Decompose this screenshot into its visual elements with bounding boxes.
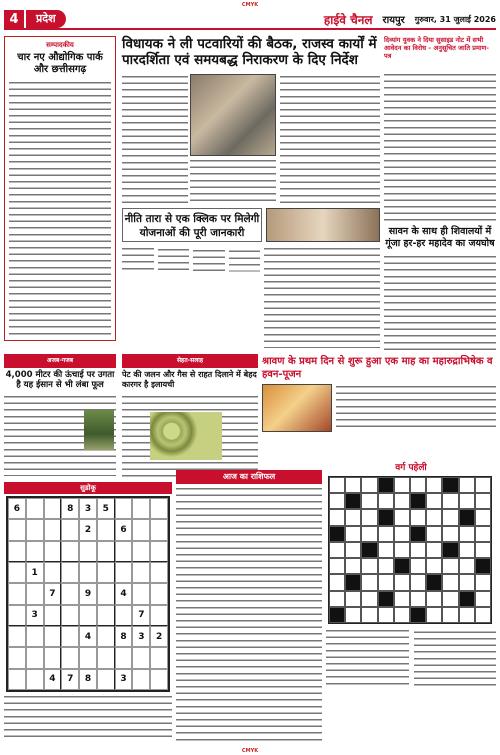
- sudoku-cell: [79, 541, 97, 562]
- sudoku-cell: [26, 583, 44, 604]
- crossword-cell: [410, 493, 426, 509]
- sudoku-cell: 7: [44, 583, 62, 604]
- crossword-cell: [345, 591, 361, 607]
- sudoku-cell: [97, 583, 115, 604]
- sudoku-cell: [115, 541, 133, 562]
- crossword-cell: [329, 509, 345, 525]
- crossword-cell: [329, 542, 345, 558]
- crossword-cell: [426, 574, 442, 590]
- edition-city: रायपुर: [382, 15, 405, 26]
- crossword-cell: [394, 574, 410, 590]
- sudoku-cell: [61, 519, 79, 540]
- health-headline: पेट की जलन और गैस से राहत दिलाने में बेहद कारगर है इलायची: [122, 370, 257, 389]
- crossword-cell: [475, 542, 491, 558]
- crossword-cell: [361, 477, 377, 493]
- crossword-cell: [329, 477, 345, 493]
- crossword-cell: [442, 526, 458, 542]
- sudoku-cell: 3: [79, 498, 97, 519]
- crossword-cell: [475, 607, 491, 623]
- sudoku-cell: [79, 562, 97, 583]
- crossword-cell: [442, 477, 458, 493]
- sudoku-cell: [150, 498, 168, 519]
- sudoku-cell: 5: [97, 498, 115, 519]
- sudoku-cell: 7: [132, 605, 150, 626]
- story2-headline: नीति तारा से एक क्लिक पर मिलेगी योजनाओं की पूरी जानकारी: [122, 208, 262, 242]
- crossword-cell: [329, 558, 345, 574]
- crossword-cell: [394, 509, 410, 525]
- crossword-cell: [329, 574, 345, 590]
- crossword-cell: [345, 526, 361, 542]
- crossword-cell: [394, 493, 410, 509]
- sudoku-cell: [8, 669, 26, 690]
- sudoku-cell: [132, 498, 150, 519]
- ajab-headline: 4,000 मीटर की ऊंचाई पर उगता है यह ईसान से भी लंबा फूल: [5, 370, 115, 390]
- crossword-cell: [345, 509, 361, 525]
- crossword-cell: [410, 558, 426, 574]
- crossword-cell: [426, 542, 442, 558]
- sudoku-cell: [61, 626, 79, 647]
- sudoku-cell: [79, 647, 97, 668]
- crossword-cell: [442, 607, 458, 623]
- sudoku-cell: [26, 541, 44, 562]
- sudoku-cell: 9: [79, 583, 97, 604]
- sudoku-cell: [44, 519, 62, 540]
- sudoku-cell: [150, 605, 168, 626]
- crossword-cell: [345, 607, 361, 623]
- page-number: 4: [4, 10, 24, 28]
- sudoku-cell: 2: [150, 626, 168, 647]
- sudoku-cell: [97, 669, 115, 690]
- sudoku-cell: [44, 605, 62, 626]
- crossword-cell: [475, 558, 491, 574]
- sudoku-cell: [44, 647, 62, 668]
- editorial-box: [4, 36, 116, 341]
- sudoku-cell: [44, 562, 62, 583]
- lead-body-col3: [280, 74, 380, 204]
- sudoku-cell: [115, 647, 133, 668]
- sudoku-cell: [79, 605, 97, 626]
- crossword-cell: [361, 607, 377, 623]
- crossword-cell: [475, 526, 491, 542]
- crossword-cell: [378, 574, 394, 590]
- crossword-cell: [475, 493, 491, 509]
- sudoku-cell: [150, 519, 168, 540]
- crossword-cell: [426, 526, 442, 542]
- crossword-cell: [459, 477, 475, 493]
- sudoku-instructions: [4, 694, 172, 742]
- sudoku-cell: [61, 605, 79, 626]
- sudoku-cell: [97, 541, 115, 562]
- crossword-cell: [361, 493, 377, 509]
- crossword-cell: [378, 591, 394, 607]
- crossword-cell: [459, 542, 475, 558]
- sudoku-cell: 3: [115, 669, 133, 690]
- crossword-cell: [361, 526, 377, 542]
- crossword-cell: [378, 509, 394, 525]
- sudoku-cell: [26, 626, 44, 647]
- sudoku-cell: [26, 519, 44, 540]
- crossword-cell: [378, 493, 394, 509]
- crossword-cell: [361, 558, 377, 574]
- sudoku-cell: 4: [79, 626, 97, 647]
- crossword-cell: [426, 591, 442, 607]
- crossword-cell: [426, 493, 442, 509]
- story2-body-right: [264, 246, 380, 348]
- crossword-cell: [459, 526, 475, 542]
- crossword-cell: [475, 574, 491, 590]
- sudoku-cell: [150, 647, 168, 668]
- flower-photo: [84, 410, 114, 450]
- crossword-grid: [328, 476, 492, 624]
- crossword-cell: [410, 509, 426, 525]
- sudoku-cell: [26, 498, 44, 519]
- crossword-cell: [459, 509, 475, 525]
- sudoku-cell: 6: [8, 498, 26, 519]
- sudoku-cell: 8: [61, 498, 79, 519]
- crossword-cell: [345, 558, 361, 574]
- shravan-body: [336, 384, 496, 432]
- sudoku-cell: [115, 498, 133, 519]
- crossword-cell: [410, 591, 426, 607]
- right-top-headline: दिव्यांग युवक ने दिया सुसाइड नोट में सभी आवेदन का विरोध - अनुसूचित जाति प्रमाण-पत्र: [384, 36, 489, 60]
- lead-headline: विधायक ने ली पटवारियों की बैठक, राजस्व कार्यों में पारदर्शिता एवं समयबद्ध निराकरण के दिए निर्देश: [122, 36, 377, 68]
- sawan-headline: सावन के साथ ही शिवालयों में गूंजा हर-हर महादेव का जयघोष: [385, 226, 495, 249]
- sudoku-cell: 4: [115, 583, 133, 604]
- section-label: प्रदेश: [26, 10, 66, 28]
- sudoku-cell: [97, 605, 115, 626]
- sudoku-cell: 3: [132, 626, 150, 647]
- shravan-headline: श्रावण के प्रथम दिन से शुरू हुआ एक माह का महारुद्राभिषेक व हवन-पूजन: [262, 356, 493, 380]
- crossword-cell: [459, 558, 475, 574]
- crossword-cell: [459, 591, 475, 607]
- sudoku-cell: [115, 562, 133, 583]
- crossword-cell: [329, 607, 345, 623]
- crossword-cell: [361, 509, 377, 525]
- sudoku-cell: [8, 605, 26, 626]
- crossword-cell: [442, 509, 458, 525]
- issue-date: गुरुवार, 31 जुलाई 2026: [414, 14, 496, 24]
- crossword-cell: [410, 607, 426, 623]
- crossword-cell: [442, 591, 458, 607]
- crossword-cell: [394, 542, 410, 558]
- sudoku-cell: [44, 626, 62, 647]
- sudoku-cell: [61, 541, 79, 562]
- crossword-cell: [345, 477, 361, 493]
- sudoku-cell: [61, 583, 79, 604]
- story2-photo: [266, 208, 380, 242]
- crossword-cell: [459, 607, 475, 623]
- editorial-body: [9, 80, 111, 335]
- page-header: [4, 10, 496, 30]
- sudoku-cell: [61, 647, 79, 668]
- sudoku-cell: [26, 669, 44, 690]
- crossword-cell: [345, 493, 361, 509]
- crossword-cell: [410, 574, 426, 590]
- sudoku-cell: [150, 541, 168, 562]
- crossword-cell: [475, 477, 491, 493]
- horoscope-body: [176, 486, 322, 744]
- crossword-heading: वर्ग पहेली: [395, 463, 427, 473]
- crossword-cell: [394, 558, 410, 574]
- sudoku-cell: [132, 541, 150, 562]
- sudoku-cell: 8: [115, 626, 133, 647]
- crossword-cell: [410, 542, 426, 558]
- sudoku-cell: [8, 626, 26, 647]
- crossword-cell: [394, 526, 410, 542]
- sudoku-cell: [132, 562, 150, 583]
- crossword-cell: [329, 591, 345, 607]
- crossword-cell: [475, 509, 491, 525]
- sudoku-cell: [132, 647, 150, 668]
- sudoku-cell: [44, 541, 62, 562]
- sudoku-cell: 2: [79, 519, 97, 540]
- crossword-cell: [378, 558, 394, 574]
- puja-photo: [262, 384, 332, 432]
- sudoku-cell: [97, 562, 115, 583]
- crossword-cell: [378, 542, 394, 558]
- sudoku-cell: [97, 647, 115, 668]
- sudoku-cell: 3: [26, 605, 44, 626]
- meeting-photo: [190, 74, 276, 156]
- crossword-cell: [442, 574, 458, 590]
- sudoku-cell: 6: [115, 519, 133, 540]
- crossword-cell: [394, 591, 410, 607]
- crossword-cell: [394, 477, 410, 493]
- crossword-cell: [426, 558, 442, 574]
- crossword-cell: [442, 542, 458, 558]
- crossword-cell: [329, 493, 345, 509]
- crossword-cell: [361, 574, 377, 590]
- editorial-kicker: सम्पादकीय: [46, 41, 74, 49]
- sudoku-cell: 7: [61, 669, 79, 690]
- crossword-cell: [378, 607, 394, 623]
- story2-body: [122, 246, 260, 348]
- sudoku-cell: [97, 626, 115, 647]
- sudoku-cell: [8, 647, 26, 668]
- sudoku-cell: [97, 519, 115, 540]
- crossword-cell: [345, 542, 361, 558]
- crossword-cell: [475, 591, 491, 607]
- sudoku-grid: [6, 496, 170, 692]
- crossword-cell: [410, 477, 426, 493]
- crossword-cell: [426, 509, 442, 525]
- sudoku-heading: सुडोकू: [4, 482, 172, 494]
- crossword-cell: [459, 493, 475, 509]
- sudoku-cell: [8, 562, 26, 583]
- print-color-mark: CMYK: [241, 2, 259, 8]
- crossword-cell: [442, 493, 458, 509]
- horoscope-heading: आज का राशिफल: [176, 470, 322, 484]
- sudoku-cell: [115, 605, 133, 626]
- lead-body-col1: [122, 74, 188, 204]
- crossword-cell: [361, 542, 377, 558]
- ajab-gajab-label: अजब-गजब: [4, 354, 116, 368]
- sudoku-cell: [150, 583, 168, 604]
- sudoku-cell: 4: [44, 669, 62, 690]
- print-color-mark-bottom: CMYK: [241, 748, 259, 754]
- sudoku-cell: [26, 647, 44, 668]
- sudoku-cell: [8, 541, 26, 562]
- sudoku-cell: [132, 669, 150, 690]
- crossword-cell: [426, 607, 442, 623]
- sudoku-cell: [44, 498, 62, 519]
- crossword-cell: [442, 558, 458, 574]
- sudoku-cell: [150, 669, 168, 690]
- health-advice-label: सेहत-सलाह: [122, 354, 258, 368]
- crossword-cell: [410, 526, 426, 542]
- crossword-cell: [361, 591, 377, 607]
- sudoku-cell: [61, 562, 79, 583]
- newspaper-brand: हाईवे चैनल: [323, 12, 373, 27]
- sudoku-cell: [132, 583, 150, 604]
- crossword-cell: [394, 607, 410, 623]
- sudoku-cell: 8: [79, 669, 97, 690]
- crossword-cell: [345, 574, 361, 590]
- crossword-clues: [326, 628, 496, 744]
- sudoku-cell: [8, 519, 26, 540]
- sudoku-cell: 1: [26, 562, 44, 583]
- crossword-cell: [426, 477, 442, 493]
- right-top-body: [384, 72, 496, 222]
- crossword-cell: [378, 477, 394, 493]
- cardamom-photo: [150, 412, 222, 460]
- sawan-body: [384, 254, 496, 354]
- sudoku-cell: [132, 519, 150, 540]
- crossword-cell: [459, 574, 475, 590]
- crossword-cell: [378, 526, 394, 542]
- editorial-title: चार नए औद्योगिक पार्क और छत्तीसगढ़: [17, 52, 103, 75]
- sudoku-cell: [150, 562, 168, 583]
- lead-body-col2: [190, 158, 276, 204]
- sudoku-cell: [8, 583, 26, 604]
- crossword-cell: [329, 526, 345, 542]
